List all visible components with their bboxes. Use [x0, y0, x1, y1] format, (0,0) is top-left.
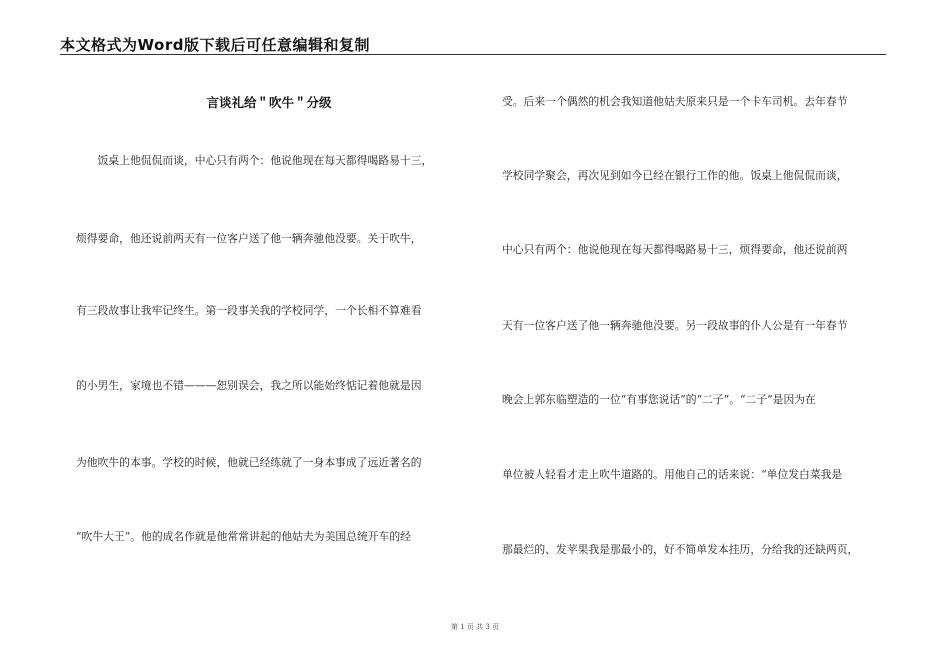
- paragraph-line: 那最烂的、发苹果我是那最小的，好不简单发本挂历，分给我的还缺两页，: [502, 543, 859, 556]
- paragraph-line: 晚会上郭东临塑造的一位“有事您说话”的“二子”。“二子”是因为在: [502, 393, 816, 406]
- paragraph-line: 受。后来一个偶然的机会我知道他姑夫原来只是一个卡车司机。去年春节: [502, 95, 848, 108]
- banner-divider: [60, 54, 886, 55]
- paragraph-line: “吹牛大王”。他的成名作就是他常常讲起的他姑夫为美国总统开车的经: [76, 530, 411, 543]
- paragraph-line: 中心只有两个：他说他现在每天都得喝路易十三，烦得要命，他还说前两: [502, 243, 848, 256]
- paragraph-line: 有三段故事让我牢记终生。第一段事关我的学校同学，一个长相不算难看: [76, 304, 422, 317]
- article-title: 言谈礼给＂吹牛＂分级: [206, 95, 332, 110]
- paragraph-line: 天有一位客户送了他一辆奔驰他没要。另一段故事的仆人公是有一年春节: [502, 319, 848, 332]
- paragraph-line: 单位被人轻看才走上吹牛道路的。用他自己的话来说：“单位发白菜我是: [502, 468, 843, 481]
- paragraph-line: 的小男生，家境也不错———恕别误会，我之所以能始终惦记着他就是因: [76, 379, 422, 392]
- paragraph-line: 学校同学聚会，再次见到如今已经在银行工作的他。饭桌上他侃侃而谈，: [502, 169, 848, 182]
- document-banner: 本文格式为Word版下载后可任意编辑和复制: [60, 36, 370, 54]
- page-number: 第 1 页 共 3 页: [450, 623, 500, 631]
- paragraph-line: 饭桌上他侃侃而谈，中心只有两个：他说他现在每天都得喝路易十三，: [76, 154, 433, 167]
- paragraph-line: 为他吹牛的本事。学校的时候，他就已经练就了一身本事成了远近著名的: [76, 456, 422, 469]
- paragraph-line: 烦得要命，他还说前两天有一位客户送了他一辆奔驰他没要。关于吹牛，: [76, 232, 422, 245]
